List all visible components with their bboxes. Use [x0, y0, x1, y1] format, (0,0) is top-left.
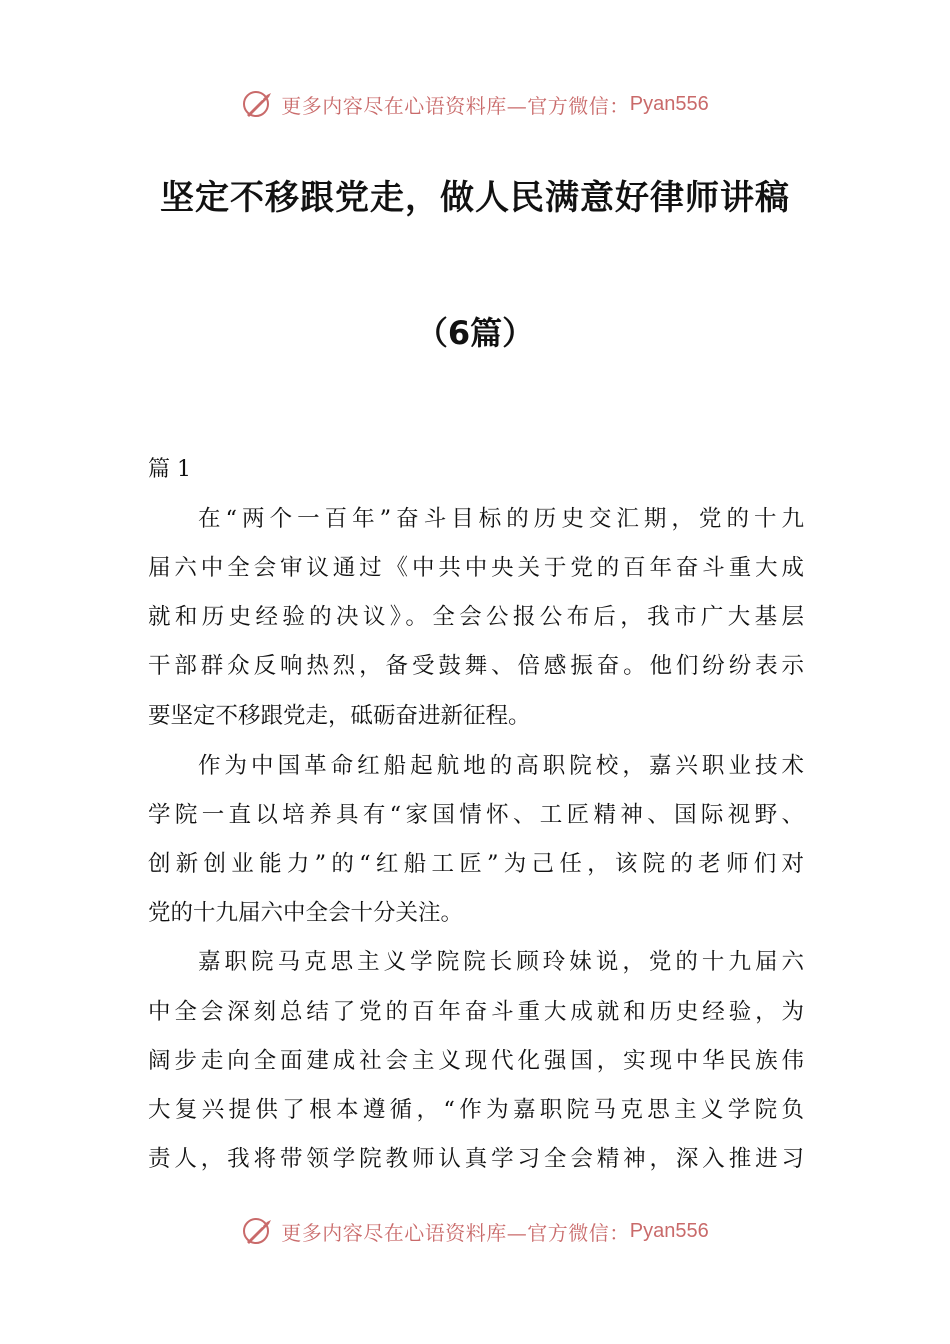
body-line: 在“两个一百年”奋斗目标的历史交汇期，党的十九	[198, 506, 804, 532]
body-line: 嘉职院马克思主义学院院长顾玲妹说，党的十九届六	[198, 949, 804, 975]
body-line: 干部群众反响热烈，备受鼓舞、倍感振奋。他们纷纷表示	[148, 653, 804, 679]
banner-wechat-id: Pyan556	[629, 1219, 709, 1242]
document-subtitle: （6篇）	[415, 314, 535, 352]
banner-text: 更多内容尽在心语资料库—官方微信：	[281, 93, 630, 118]
body-line: 届六中全会审议通过《中共中央关于党的百年奋斗重大成	[148, 555, 804, 581]
section-label: 篇 1	[148, 457, 191, 482]
header-watermark-banner	[0, 84, 950, 124]
body-line: 学院一直以培养具有“家国情怀、工匠精神、国际视野、	[148, 802, 804, 828]
body-line: 要坚定不移跟党走，砥砺奋进新征程。	[148, 703, 531, 729]
body-line: 作为中国革命红船起航地的高职院校，嘉兴职业技术	[198, 753, 804, 779]
pen-logo-icon	[241, 87, 275, 121]
body-line: 就和历史经验的决议》。全会公报公布后，我市广大基层	[148, 604, 804, 630]
body-line: 阔步走向全面建成社会主义现代化强国，实现中华民族伟	[148, 1048, 804, 1074]
body-line: 大复兴提供了根本遵循，“作为嘉职院马克思主义学院负	[148, 1097, 804, 1123]
body-line: 责人，我将带领学院教师认真学习全会精神，深入推进习	[148, 1146, 804, 1172]
banner-text: 更多内容尽在心语资料库—官方微信：	[281, 1220, 630, 1245]
footer-watermark-banner	[0, 1211, 950, 1251]
body-line: 中全会深刻总结了党的百年奋斗重大成就和历史经验，为	[148, 999, 804, 1025]
body-line: 创新创业能力”的“红船工匠”为己任，该院的老师们对	[148, 851, 804, 877]
pen-logo-icon	[241, 1214, 275, 1248]
banner-wechat-id: Pyan556	[629, 92, 709, 115]
body-line: 党的十九届六中全会十分关注。	[148, 900, 464, 926]
document-title: 坚定不移跟党走，做人民满意好律师讲稿	[160, 178, 790, 218]
